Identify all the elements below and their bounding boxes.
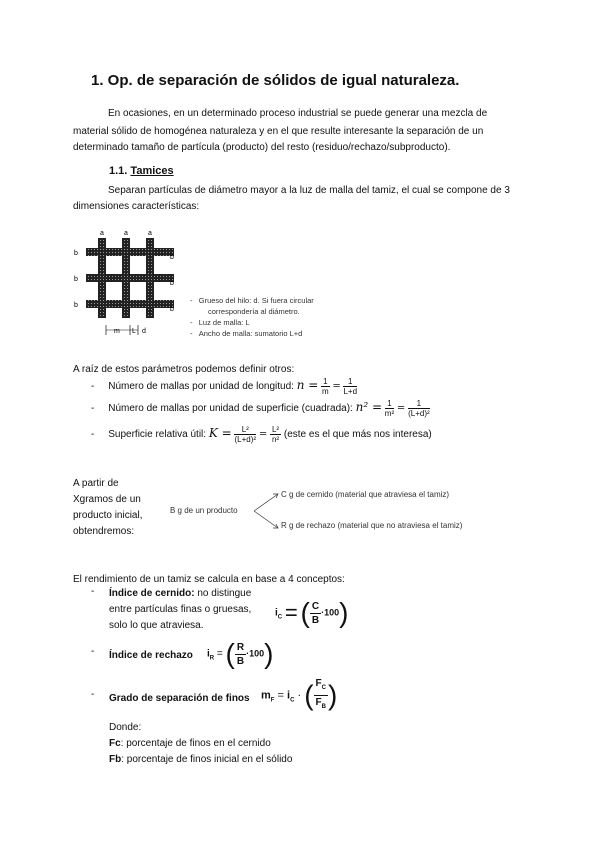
param-2-lhs: n² = <box>355 400 383 414</box>
section-text-1: Separan partículas de diámetro mayor a la luz de malla del tamiz, el cual se compone de 3 <box>108 185 510 196</box>
params-intro: A raíz de estos parámetros podemos definir otros: <box>73 364 295 375</box>
fig-right-label-3: b <box>170 306 174 313</box>
intro-line-2: material sólido de homogénea naturaleza y en el que resulte interesante la separación de un <box>73 126 484 137</box>
def-fb-term: Fb <box>109 754 122 765</box>
flow-out-rechazo: R g de rechazo (material que no atraviesa el tamiz) <box>281 521 463 530</box>
fig-legend-line-2: correspondería al diámetro. <box>208 307 300 316</box>
fig-left-label-2: b <box>74 276 78 283</box>
flow-out-cernido: C g de cernido (material que atraviesa el tamiz) <box>281 490 450 499</box>
param-row-2: - Número de mallas por unidad de superficie (cuadrada): n² = $\frac{1}{\text{m²}}$ = $\frac{1}{\text{(L+d)²}}$ <box>91 398 430 418</box>
concept-finos-title: Grado de separación de finos <box>109 693 250 704</box>
mesh-wire-v1 <box>98 238 106 318</box>
fig-legend-line-4: - Ancho de malla: sumatorio L+d <box>190 329 303 338</box>
flow-left-line-4: obtendremos: <box>73 526 135 537</box>
concept-cernido <box>109 586 251 634</box>
concept-rechazo-title: Índice de rechazo <box>109 650 193 661</box>
flow-left-line-2: Xgramos de un <box>73 494 141 505</box>
param-1-frac-2: $\frac{1}{L+d}$ <box>343 376 358 396</box>
fig-top-label-3: a <box>148 230 152 237</box>
fig-top-label-2: a <box>124 230 128 237</box>
mesh-wire-v2 <box>122 238 130 318</box>
yield-intro: El rendimiento de un tamiz se calcula en base a 4 conceptos: <box>73 574 345 585</box>
param-2-frac-1: $\frac{1}{\text{m²}}$ <box>384 398 395 418</box>
fig-left-label-1: b <box>74 250 78 257</box>
section-number: 1.1. <box>109 165 128 177</box>
donde-label: Donde: <box>109 722 142 733</box>
formula-cernido: $i_C$ = ( $\frac{C}{B}$ ·100) <box>275 597 349 628</box>
fig-dim-l: L <box>132 328 136 335</box>
mesh-figure <box>70 225 180 345</box>
flow-arrows <box>252 490 282 532</box>
param-3-frac-1: $\frac{\text{L²}}{\text{(L+d)²}}$ <box>234 424 257 444</box>
flow-left-line-1: A partir de <box>73 478 119 489</box>
param-3-lhs: K = <box>208 426 232 440</box>
intro-line-3: determinado tamaño de partícula (producto) del resto (residuo/rechazo/subproducto). <box>73 142 451 153</box>
param-2-label: Número de mallas por unidad de superficie (cuadrada): <box>108 403 353 414</box>
param-2-frac-2: $\frac{1}{\text{(L+d)²}}$ <box>408 398 430 418</box>
fig-left-label-3: b <box>74 302 78 309</box>
param-1-frac-1: $\frac{1}{m}$ <box>321 376 329 396</box>
concept-cernido-desc-1: no distingue <box>197 588 252 599</box>
section-title: Tamices <box>130 165 174 177</box>
param-1-label: Número de mallas por unidad de longitud: <box>108 381 294 392</box>
param-3-note: (este es el que más nos interesa) <box>283 429 432 440</box>
concept-cernido-desc-2: entre partículas finas o gruesas, <box>109 604 252 615</box>
fig-dim-d: d <box>142 328 146 335</box>
section-text-2: dimensiones características: <box>73 201 200 212</box>
def-fb <box>109 750 292 769</box>
fig-legend <box>190 295 314 339</box>
page-title: 1. Op. de separación de sólidos de igual naturaleza. <box>91 72 460 89</box>
mesh-wire-v3 <box>146 238 154 318</box>
def-fc-term: Fc <box>109 738 121 749</box>
formula-rechazo: $i_R$ = ( $\frac{R}{B}$ ·100) <box>207 638 274 669</box>
fig-legend-line-1: - Grueso del hilo: d. Si fuera circular <box>190 296 314 305</box>
flow-left-text <box>73 476 142 540</box>
def-fb-text: : porcentaje de finos inicial en el sólido <box>121 754 293 765</box>
formula-finos: $m_F = i_C$ · ( $\frac{F_C}{F_B}$ ) <box>261 678 338 711</box>
def-fc-text: : porcentaje de finos en el cernido <box>120 738 271 749</box>
param-3-label: Superficie relativa útil: <box>108 429 207 440</box>
flow-source: B g de un producto <box>170 506 238 515</box>
param-row-3: - Superficie relativa útil: K = $\frac{\text{L²}}{\text{(L+d)²}}$ = $\frac{\text{L²}}{\text{n²}}$ (este es el que más nos interesa) <box>91 424 432 444</box>
param-row-1: - Número de mallas por unidad de longitud: n = $\frac{1}{m}$ = $\frac{1}{L+d}$ <box>91 376 358 396</box>
fig-right-label-1: b <box>170 254 174 261</box>
concept-cernido-desc-3: solo lo que atraviesa. <box>109 620 204 631</box>
fig-legend-line-3: - Luz de malla: L <box>190 318 250 327</box>
fig-right-label-2: b <box>170 280 174 287</box>
fig-top-label-1: a <box>100 230 104 237</box>
flow-left-line-3: producto inicial, <box>73 510 143 521</box>
param-3-frac-2: $\frac{\text{L²}}{\text{n²}}$ <box>271 424 280 444</box>
section-heading <box>109 165 174 177</box>
param-1-lhs: n = <box>296 378 319 392</box>
fig-dim-m: m <box>114 328 120 335</box>
concept-cernido-title: Índice de cernido: <box>109 588 195 599</box>
intro-line-1: En ocasiones, en un determinado proceso industrial se puede generar una mezcla de <box>108 108 488 119</box>
